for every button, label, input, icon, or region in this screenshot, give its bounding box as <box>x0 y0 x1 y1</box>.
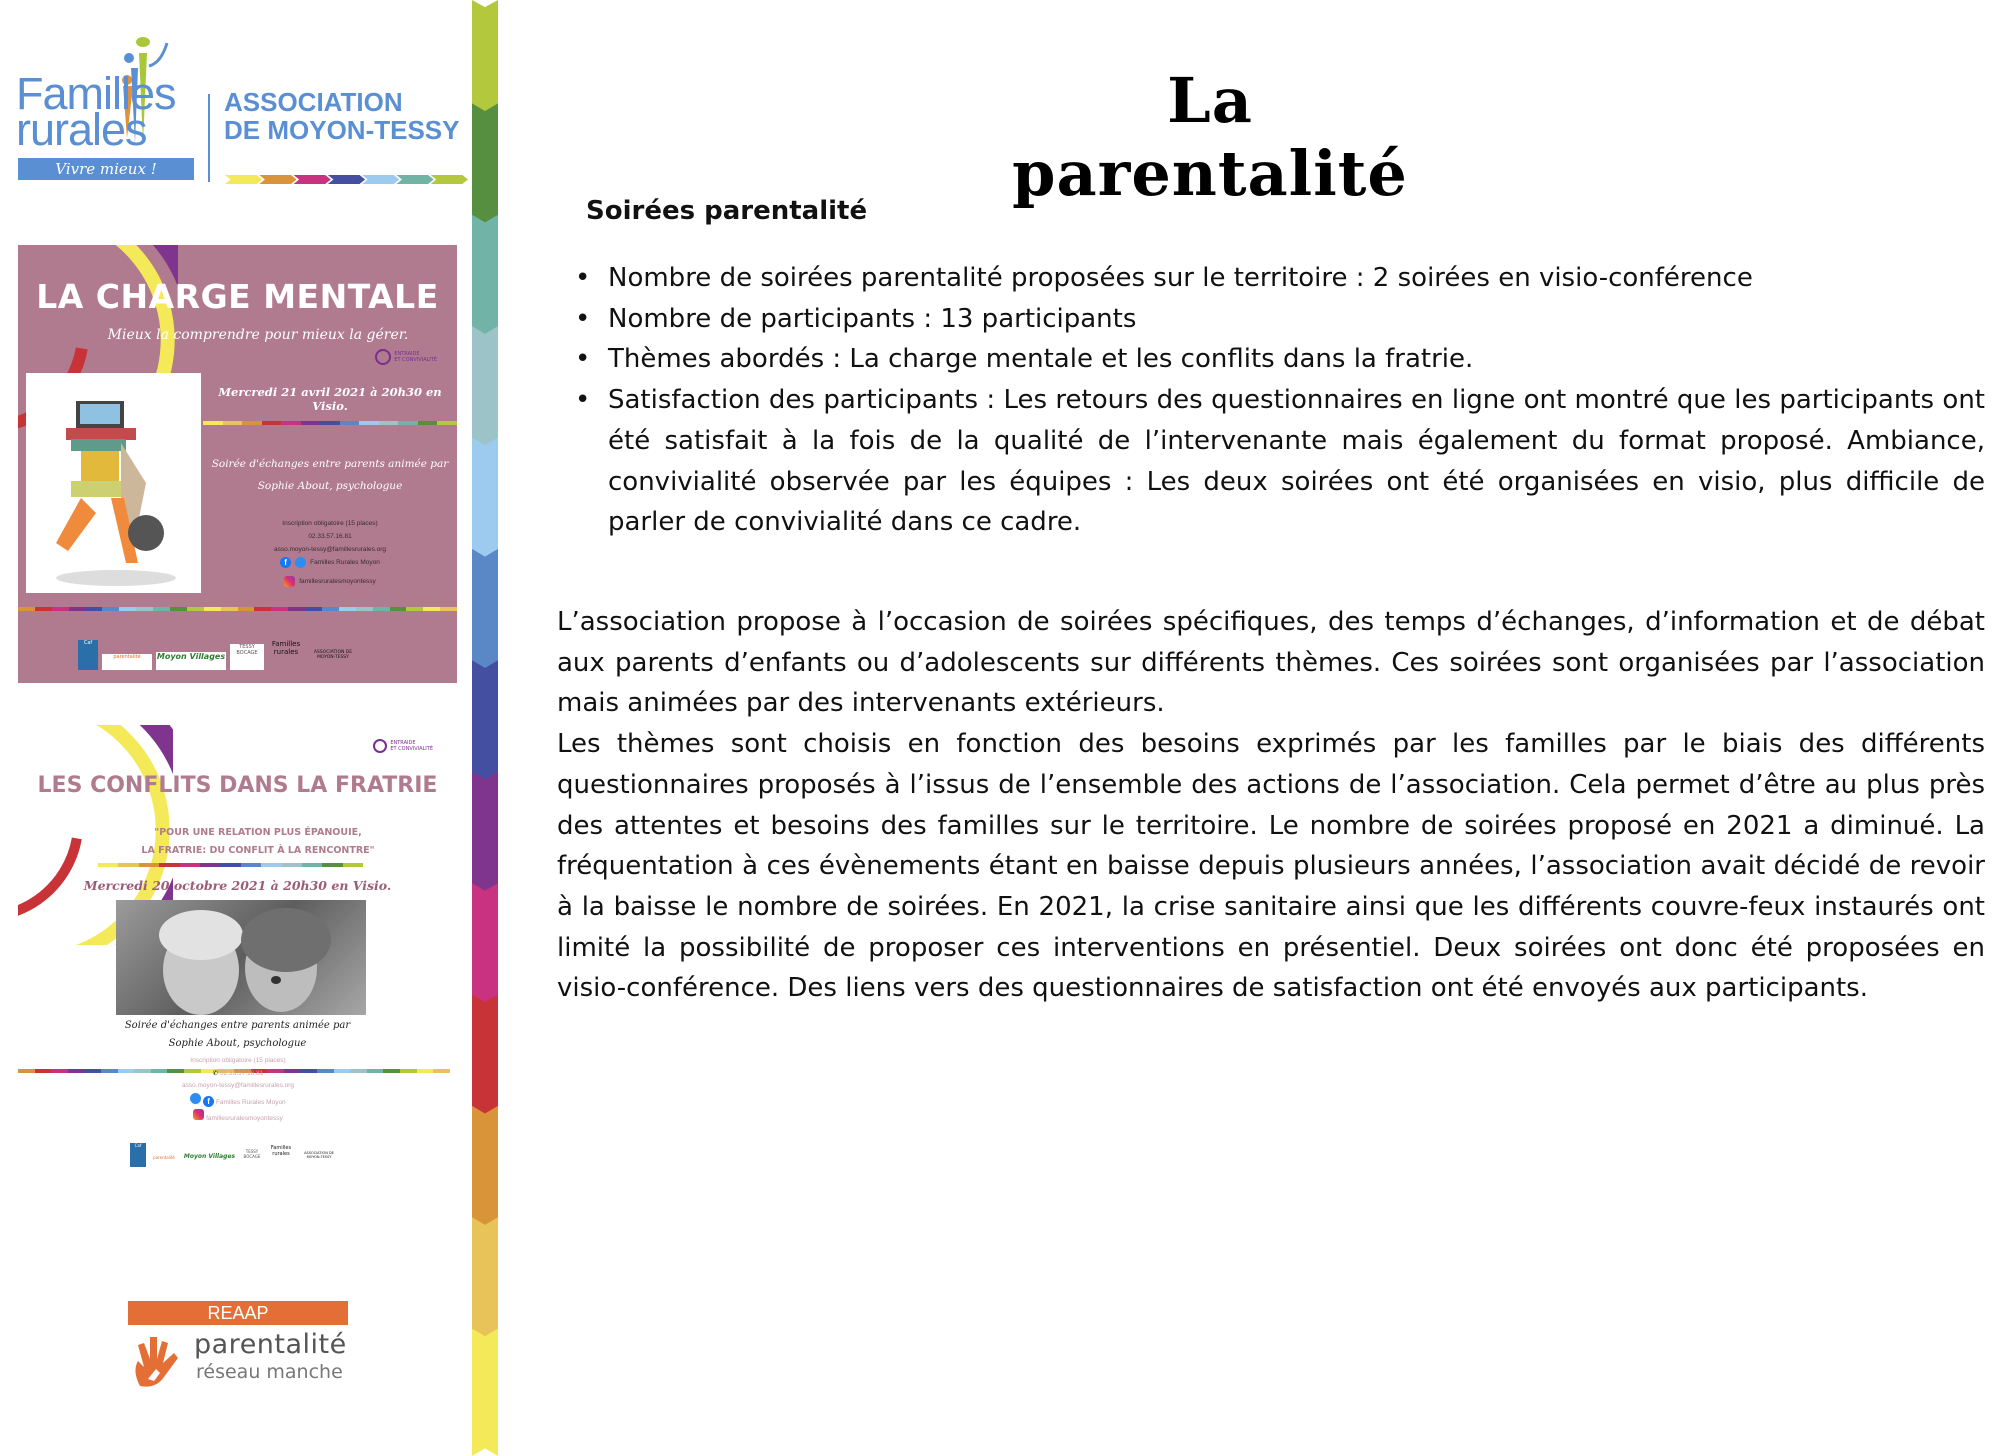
stripe-segment <box>305 607 322 611</box>
stripe-segment <box>223 421 243 425</box>
stats-list <box>575 258 1985 543</box>
page-title: La parentalité <box>1012 63 1408 210</box>
poster-conflits-fratrie <box>18 725 457 1175</box>
phone-number: 02.33.57.16.81 <box>308 533 352 540</box>
facebook-row <box>203 556 457 569</box>
color-segment <box>472 660 498 787</box>
facebook-handle: Familles Rurales Moyon <box>310 559 380 566</box>
stripe-segment <box>339 607 356 611</box>
color-segment <box>472 326 498 453</box>
stripe-segment <box>238 607 255 611</box>
juggling-mother-illustration <box>26 373 201 593</box>
reaap-banner: REAAP <box>128 1301 348 1325</box>
instagram-row <box>118 1109 358 1126</box>
partner-logos <box>78 640 358 670</box>
stripe-segment <box>356 607 373 611</box>
stripe-segment <box>203 421 223 425</box>
host-line-2: Sophie About, psychologue <box>257 480 403 492</box>
partner-logo: ASSOCIATION DE MOYON-TESSY <box>313 650 353 660</box>
stripe-segment <box>262 421 282 425</box>
stripe-segment <box>437 421 457 425</box>
color-segment <box>472 883 498 1010</box>
stripe-segment <box>118 863 138 867</box>
children-photo-icon <box>116 900 366 1015</box>
partner-logo: Moyon Villages <box>182 1153 237 1167</box>
stripe-segment <box>440 607 457 611</box>
stripe-segment <box>242 421 262 425</box>
partner-logo: ASSOCIATION DE MOYON-TESSY <box>299 1151 339 1167</box>
stripe-segment <box>68 1069 85 1073</box>
brand-tagline: Vivre mieux ! <box>18 158 194 180</box>
stripe-segment <box>322 607 339 611</box>
stripe-segment <box>281 421 301 425</box>
messenger-icon <box>295 557 306 568</box>
stripe-segment <box>288 607 305 611</box>
handshake-icon <box>375 349 391 365</box>
partner-logos <box>130 1143 339 1167</box>
stripe-segment <box>400 1069 417 1073</box>
stripe-segment <box>282 863 302 867</box>
poster-title: LES CONFLITS DANS LA FRATRIE <box>37 773 438 798</box>
instagram-row <box>203 575 457 588</box>
stripe-segment <box>271 607 288 611</box>
handshake-icon <box>373 739 387 753</box>
stripe-segment <box>98 863 118 867</box>
illustration-icon <box>26 373 201 593</box>
poster-host <box>203 453 457 497</box>
instagram-handle: famillesruralesmoyontessy <box>299 578 376 585</box>
stripe-segment <box>322 863 342 867</box>
description-text <box>557 602 1985 1009</box>
partner-logo: Familles rurales <box>267 1145 295 1167</box>
color-segment <box>472 549 498 676</box>
reaap-line-2: réseau manche <box>196 1361 343 1383</box>
poster-date: Mercredi 20 octobre 2021 à 20h30 en Visio. <box>83 878 392 893</box>
badge-line-1: ENTRAIDE <box>394 351 420 357</box>
logo-color-stripe <box>225 175 465 184</box>
registration-note: Inscription obligatoire (15 places) <box>190 1057 286 1064</box>
stripe-segment <box>406 607 423 611</box>
stripe-segment <box>254 607 271 611</box>
messenger-icon <box>190 1093 201 1104</box>
entraide-badge <box>375 349 437 365</box>
color-segment <box>472 994 498 1121</box>
partner-logo: TESSY BOCAGE <box>241 1149 263 1167</box>
quote-line-1: "POUR UNE RELATION PLUS ÉPANOUIE, <box>154 827 362 838</box>
brand-line-1: Familles <box>16 68 176 119</box>
poster-color-stripe <box>98 863 363 867</box>
instagram-icon <box>193 1109 204 1120</box>
badge-line-1: ENTRAIDE <box>390 740 416 746</box>
poster-date: Mercredi 21 avril 2021 à 20h30 en Visio. <box>218 385 442 413</box>
stripe-segment <box>51 1069 68 1073</box>
facebook-handle: Familles Rurales Moyon <box>215 1098 286 1106</box>
stripe-segment <box>423 607 440 611</box>
stripe-segment <box>340 421 360 425</box>
color-segment <box>472 772 498 899</box>
color-segment <box>472 0 498 119</box>
stripe-segment <box>418 421 438 425</box>
color-segment <box>472 1329 498 1456</box>
list-item: • Satisfaction des participants : Les retours des questionnaires en ligne ont montré que les participants ont été satisfait à la fois de la qualité de l’intervenante mais également du format proposé. Ambiance, convivialité observée par les équipes : Les deux soirées ont été organisées en visio, plus difficile de parler de convivialité dans ce cadre. <box>575 380 1985 543</box>
instagram-handle: famillesruralesmoyontessy <box>206 1115 283 1122</box>
stripe-segment <box>52 607 69 611</box>
stripe-segment <box>261 863 281 867</box>
poster-host <box>18 1017 457 1053</box>
stripe-segment <box>343 863 363 867</box>
stripe-segment <box>373 607 390 611</box>
stripe-segment <box>301 421 321 425</box>
list-item: • Nombre de participants : 13 participants <box>575 299 1985 340</box>
poster-contact-info <box>118 1055 358 1126</box>
stripe-segment <box>241 863 261 867</box>
badge-line-2: ET CONVIVIALITÉ <box>394 357 437 363</box>
stripe-segment <box>18 1069 35 1073</box>
brand-line-2: rurales <box>16 104 147 155</box>
badge-line-2: ET CONVIVIALITÉ <box>390 746 433 752</box>
partner-logo: parentalité <box>150 1155 178 1167</box>
stripe-segment <box>220 863 240 867</box>
list-item: • Thèmes abordés : La charge mentale et les conflits dans la fratrie. <box>575 339 1985 380</box>
association-line-2: DE MOYON-TESSY <box>224 115 460 145</box>
children-photo <box>116 900 366 1015</box>
poster-quote <box>138 824 378 860</box>
stripe-segment <box>390 607 407 611</box>
stripe-segment <box>379 421 399 425</box>
stripe-segment <box>383 1069 400 1073</box>
stripe-segment <box>359 421 379 425</box>
reaap-line-1: parentalité <box>194 1329 347 1360</box>
color-segment <box>472 103 498 230</box>
stripe-segment <box>119 607 136 611</box>
stripe-segment <box>101 1069 118 1073</box>
association-name <box>224 88 459 144</box>
partner-logo: TESSY BOCAGE <box>230 644 264 670</box>
color-segment <box>472 1106 498 1233</box>
instagram-icon <box>284 576 295 587</box>
brand-name <box>16 68 176 155</box>
phone-number: 02.33.57.16.81 <box>219 1069 264 1077</box>
stripe-segment <box>398 421 418 425</box>
poster-color-stripe <box>203 421 457 425</box>
stripe-segment <box>86 607 103 611</box>
partner-logo: Caf <box>78 640 98 670</box>
partner-logo: Caf <box>130 1143 146 1167</box>
poster-charge-mentale <box>18 245 457 683</box>
entraide-badge <box>373 739 433 753</box>
paragraph: L’association propose à l’occasion de soirées spécifiques, des temps d’échanges, d’information et de débat aux parents d’enfants ou d’adolescents sur différents thèmes. Ces soirées sont organisées par l’association mais animées par des intervenants extérieurs. <box>557 607 1985 719</box>
stripe-segment <box>139 863 159 867</box>
phone-row <box>118 1068 358 1081</box>
host-line-1: Soirée d'échanges entre parents animée par <box>211 458 449 470</box>
phone-icon: ✆ <box>212 1069 219 1077</box>
list-item: • Nombre de soirées parentalité proposées sur le territoire : 2 soirées en visio-conférence <box>575 258 1985 299</box>
stripe-segment <box>84 1069 101 1073</box>
association-line-1: ASSOCIATION <box>224 87 403 117</box>
vertical-color-bar <box>472 0 498 1448</box>
partner-logo: Familles rurales <box>271 640 301 656</box>
stripe-segment <box>170 607 187 611</box>
stripe-segment <box>35 1069 52 1073</box>
poster-color-stripe-bottom <box>18 607 457 611</box>
stripe-segment <box>433 1069 450 1073</box>
stripe-segment <box>204 607 221 611</box>
stripe-segment <box>18 607 35 611</box>
partner-logo: Moyon Villages <box>156 652 226 670</box>
facebook-icon: f <box>280 557 291 568</box>
hand-icon <box>130 1331 190 1391</box>
reaap-logo <box>128 1301 348 1391</box>
stripe-segment <box>136 607 153 611</box>
host-line-1: Soirée d'échanges entre parents animée par <box>124 1020 351 1031</box>
email-address: asso.moyon-tessy@famillesrurales.org <box>181 1082 295 1089</box>
stripe-segment <box>187 607 204 611</box>
familles-rurales-logo <box>14 28 464 188</box>
facebook-icon: f <box>203 1096 214 1107</box>
stripe-segment <box>69 607 86 611</box>
color-segment <box>472 215 498 342</box>
poster-contact-info <box>203 517 457 588</box>
stripe-segment <box>35 607 52 611</box>
stripe-segment <box>200 863 220 867</box>
host-line-2: Sophie About, psychologue <box>168 1038 307 1049</box>
logo-divider <box>208 94 210 182</box>
partner-logo: parentalité <box>102 654 152 670</box>
stripe-segment <box>159 863 179 867</box>
stripe-segment <box>153 607 170 611</box>
email-address: asso.moyon-tessy@famillesrurales.org <box>273 546 387 553</box>
stripe-segment <box>367 1069 384 1073</box>
registration-note: Inscription obligatoire (15 places) <box>282 520 378 527</box>
stripe-segment <box>221 607 238 611</box>
stripe-segment <box>320 421 340 425</box>
color-segment <box>472 1217 498 1344</box>
stripe-segment <box>417 1069 434 1073</box>
facebook-row <box>118 1093 358 1110</box>
stripe-segment <box>102 607 119 611</box>
color-segment <box>472 438 498 565</box>
poster-subtitle: Mieux la comprendre pour mieux la gérer. <box>107 327 409 343</box>
section-heading: Soirées parentalité <box>586 196 868 226</box>
stripe-segment <box>302 863 322 867</box>
paragraph: Les thèmes sont choisis en fonction des besoins exprimés par les familles par le biais des différents questionnaires proposés à l’issus de l’ensemble des actions de l’association. Cela permet d’être au plus près des attentes et besoins des familles sur le territoire. Le nombre de soirées proposé en 2021 a diminué. La fréquentation à ces évènements étant en baisse depuis plusieurs années, l’association avait décidé de revoir à la baisse le nombre de soirées. En 2021, la crise sanitaire ainsi que les différents couvre-feux instaurés ont limité la possibilité de proposer ces interventions en présentiel. Deux soirées ont donc été proposées en visio-conférence. Des liens vers des questionnaires de satisfaction ont été envoyés aux participants. <box>557 729 1985 1004</box>
quote-line-2: LA FRATRIE: DU CONFLIT À LA RENCONTRE" <box>141 845 375 856</box>
stripe-segment <box>180 863 200 867</box>
poster-title: LA CHARGE MENTALE <box>36 277 439 316</box>
